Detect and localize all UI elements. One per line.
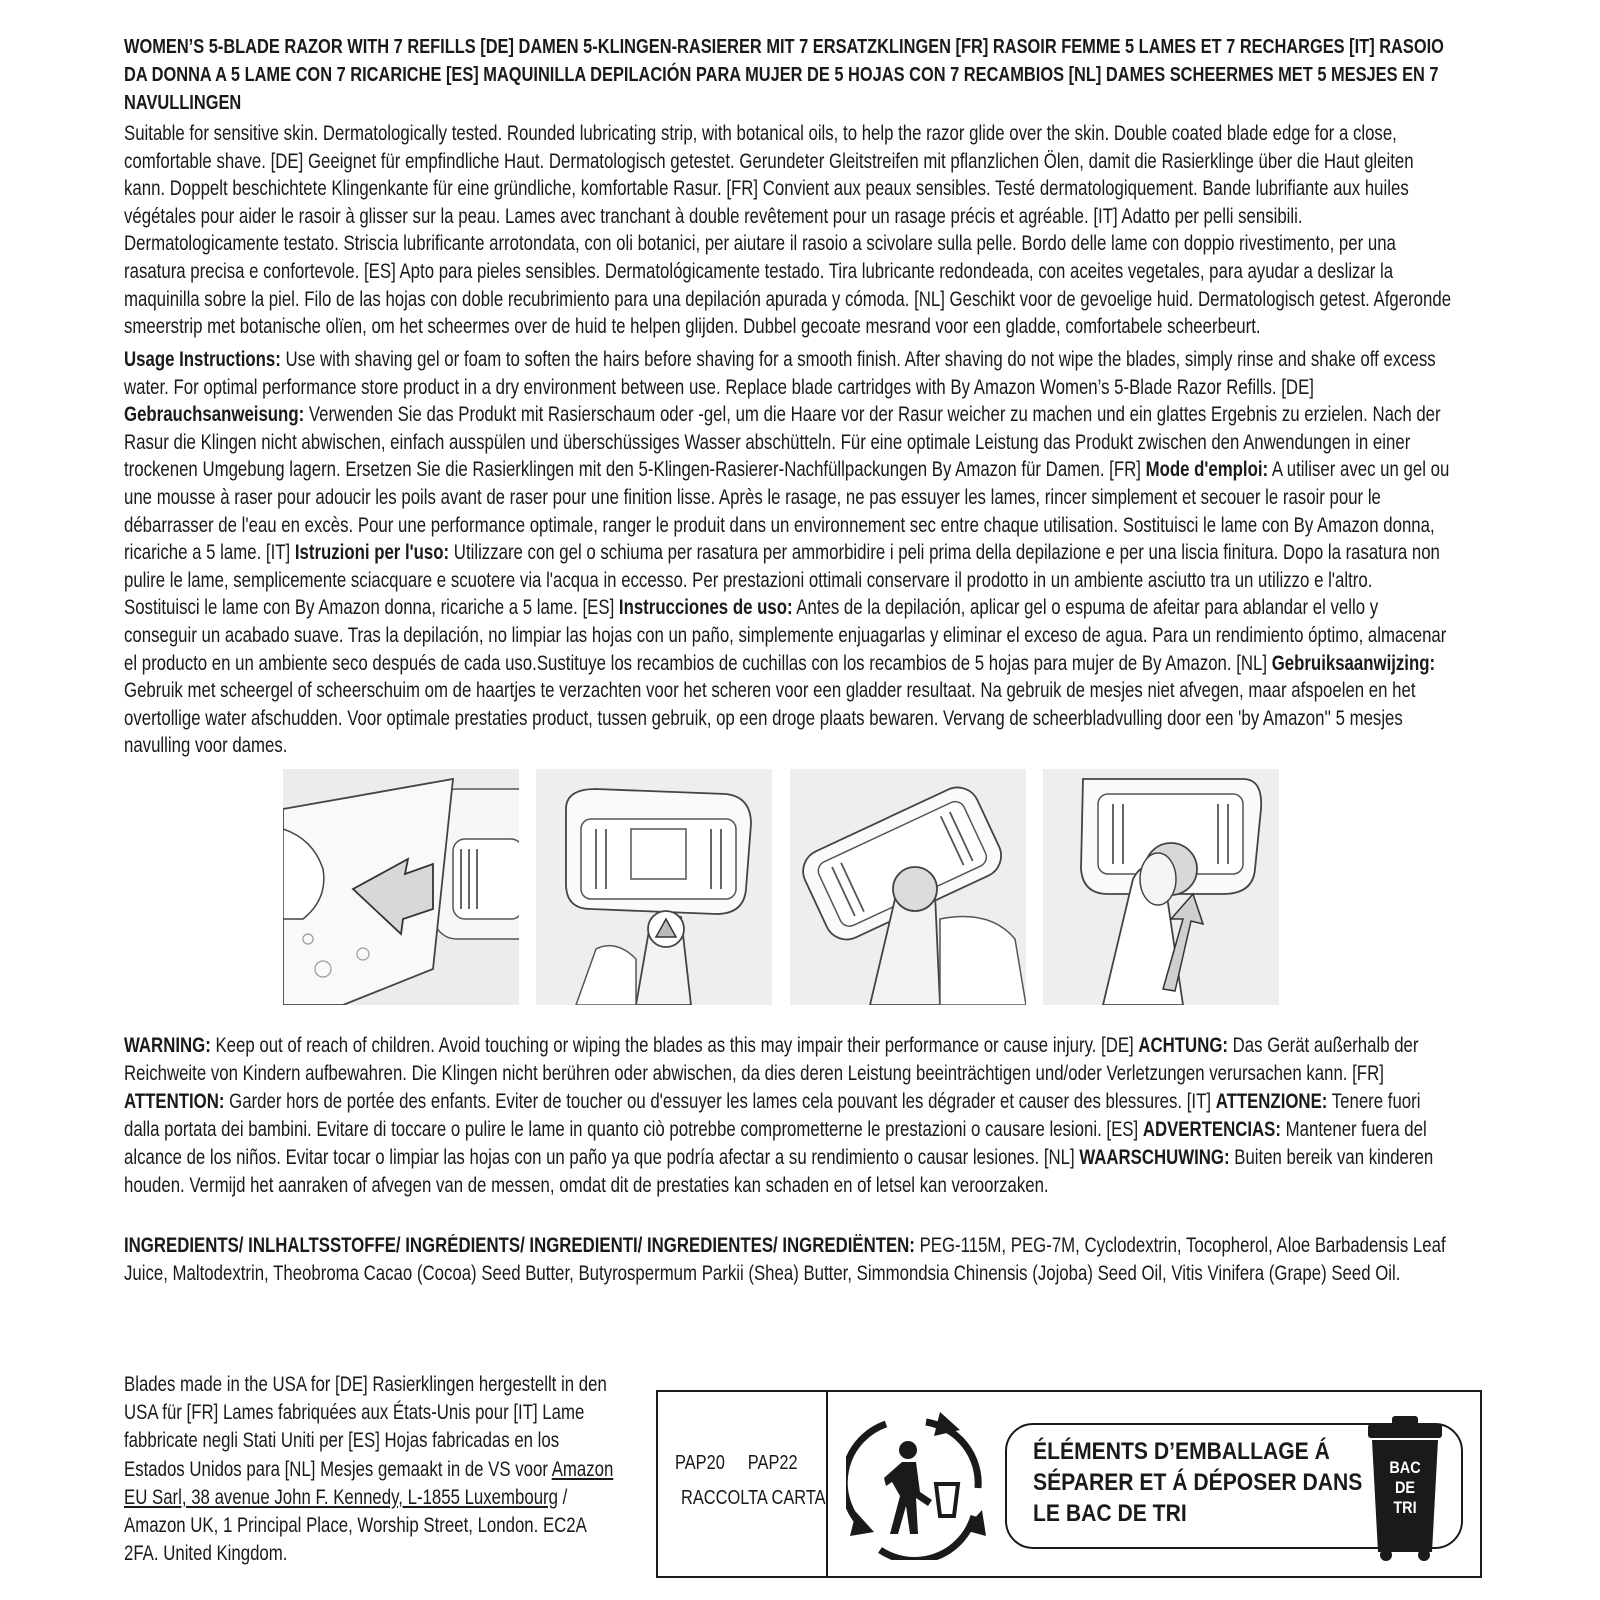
- warning-text-de: Das Gerät außerhalb der Reichweite von Kindern aufbewahren. Die Klingen nicht berühren oder abwischen, da dies deren Leistung beeinträchtigen und/oder Verletzungen verursachen kann. [FR]: [124, 1034, 1419, 1085]
- usage-label-es: Instrucciones de uso:: [618, 596, 793, 620]
- uk-address: Amazon UK, 1 Principal Place, Worship Street, London. EC2A 2FA. United Kingdom.: [124, 1514, 586, 1566]
- pap20-code: PAP20: [675, 1452, 725, 1474]
- warning-label-it: ATTENZIONE:: [1215, 1090, 1328, 1113]
- triman-icon: [846, 1412, 986, 1560]
- usage-text-en: Use with shaving gel or foam to soften the hairs before shaving for a smooth finish. After shaving do not wipe the blades, simply rinse and shake off excess water. For optimal performance store product in a dry environment between use. Replace blade cartridges with By Amazon Women’s 5-Blade Razor Refills. [DE]: [124, 348, 1436, 399]
- usage-label-de: Gebrauchsanweisung:: [124, 403, 305, 427]
- warning-label-nl: WAARSCHUWING:: [1079, 1146, 1230, 1169]
- release-cartridge-illustration: [1043, 769, 1279, 1005]
- pap-codes: [675, 1452, 798, 1475]
- ingredients-list: PEG-115M, PEG-7M, Cyclodextrin, Tocopherol, Aloe Barbadensis Leaf Juice, Maltodextrin, Theobroma Cacao (Cocoa) Seed Butter, Butyrospermum Parkii (Shea) Butter, Simmondsia Chinensis (Jojoba) Seed Oil, Vitis Vinifera (Grape) Seed Oil.: [124, 1234, 1446, 1285]
- warning-label-de: ACHTUNG:: [1138, 1034, 1228, 1057]
- usage-text-nl: Gebruik met scheergel of scheerschuim om de haartjes te verzachten voor het scheren voor een gladder resultaat. Na gebruik de mesjes niet afvegen, maar afspoelen en het overtollige water afschudden. Voor optimale prestaties product, tussen gebruik, op een droge plaats bewaren. Vervang de scheerbladvulling door een 'by Amazon'' 5 mesjes navulling voor dames.: [124, 679, 1416, 758]
- bin-label: [1377, 1458, 1433, 1518]
- usage-instructions: [124, 346, 1452, 760]
- usage-text-it: Utilizzare con gel o schiuma per rasatura per ammorbidire i peli prima della depilazione e per una liscia finitura. Dopo la rasatura non pulire le lame, semplicemente sciacquare e scuotere via l'acqua in eccesso. Per prestazioni ottimali conservare il prodotto in un ambiente asciutto tra un utilizzo e l'altro. Sostituisci le lame con By Amazon donna, ricariche a 5 lame. [ES]: [124, 541, 1440, 620]
- origin-text: Blades made in the USA for [DE] Rasierklingen hergestellt in den USA für [FR] Lames fabriquées aux États-Unis pour [IT] Lame fabbricate negli Stati Uniti per [ES] Hojas fabricadas en los Estados Unidos para [NL] Mesjes gemaakt in de VS voor: [124, 1373, 607, 1481]
- usage-label-nl: Gebruiksaanwijzing:: [1271, 651, 1436, 675]
- pap22-code: PAP22: [747, 1452, 798, 1474]
- open-cartridge-pack-illustration: [283, 769, 519, 1005]
- bin-label-line3: TRI: [1393, 1498, 1417, 1517]
- product-title: WOMEN’S 5-BLADE RAZOR WITH 7 REFILLS [DE] DAMEN 5-KLINGEN-RASIERER MIT 7 ERSATZKLINGEN [FR] RASOIR FEMME 5 LAMES ET 7 RECHARGES [IT] RASOIO DA DONNA A 5 LAME CON 7 RICARICHE [ES] MAQUINILLA DEPILACIÓN PARA MUJER DE 5 HOJAS CON 7 RECAMBIOS [NL] DAMES SCHEERMES MET 5 MESJES EN 7 NAVULLINGEN: [124, 35, 1444, 114]
- triman-instruction-text: ÉLÉMENTS D’EMBALLAGE Á SÉPARER ET Á DÉPOSER DANS LE BAC DE TRI: [1033, 1438, 1363, 1527]
- warning-label-es: ADVERTENCIAS:: [1142, 1118, 1281, 1141]
- usage-text-de: Verwenden Sie das Produkt mit Rasierschaum oder -gel, um die Haare vor der Rasur weicher zu machen und ein glattes Ergebnis zu erzielen. Nach der Rasur die Klingen nicht abwischen, einfach ausspülen und überschüssiges Wasser abschütteln. Für eine optimale Leistung das Produkt zwischen den Anwendungen in einer trockenen Umgebung lagern. Ersetzen Sie die Rasierklingen mit den 5-Klingen-Rasierer-Nachfüllpackungen By Amazon für Damen. [FR]: [124, 403, 1441, 482]
- attach-cartridge-illustration: [536, 769, 772, 1005]
- bin-label-line2: DE: [1394, 1478, 1416, 1497]
- warning-section: [124, 1032, 1452, 1200]
- usage-label-fr: Mode d'emploi:: [1145, 458, 1269, 482]
- bin-label-line1: BAC: [1389, 1458, 1421, 1477]
- usage-text-fr: A utiliser avec un gel ou une mousse à raser pour adoucir les poils avant de raser pour une finition lisse. Après le rasage, ne pas essuyer les lames, rincer simplement et secouer le rasoir pour le débarrasser de l'eau en excès. Pour une performance optimale, ranger le produit dans un environnement sec entre chaque utilisation. Sostituisci le lame con By Amazon donna, ricariche a 5 lame. [IT]: [124, 458, 1450, 565]
- warning-text-en: Keep out of reach of children. Avoid touching or wiping the blades as this may impair their performance or cause injury. [DE]: [210, 1034, 1139, 1057]
- ingredients-section: [124, 1232, 1452, 1288]
- warning-label-en: WARNING:: [124, 1034, 211, 1057]
- warning-label-fr: ATTENTION:: [124, 1090, 225, 1113]
- recycling-divider: [826, 1390, 828, 1578]
- product-description: Suitable for sensitive skin. Dermatologically tested. Rounded lubricating strip, with botanical oils, to help the razor glide over the skin. Double coated blade edge for a close, comfortable shave. [DE] Geeignet für empfindliche Haut. Dermatologisch getestet. Gerundeter Gleitstreifen mit pflanzlichen Ölen, damit die Rasierklinge über die Haut gleiten kann. Doppelt beschichtete Klingenkante für eine gründliche, komfortable Rasur. [FR] Convient aux peaux sensibles. Testé dermatologiquement. Bande lubrifiante aux huiles végétales pour aider le rasoir à glisser sur la peau. Lames avec tranchant à double revêtement pour un rasage précis et agréable. [IT] Adatto per pelli sensibili. Dermatologicamente testato. Striscia lubrificante arrotondata, con oli botanici, per aiutare il rasoio a scivolare sulla pelle. Bordo delle lame con doppio rivestimento, per una rasatura precisa e confortevole. [ES] Apto para pieles sensibles. Dermatológicamente testado. Tira lubricante redondeada, con aceites vegetales, para ayudar a deslizar la maquinilla sobre la piel. Filo de las hojas con doble recubrimiento para una depilación apurada y cómoda. [NL] Geschikt voor de gevoelige huid. Dermatologisch getest. Afgeronde smeerstrip met botanische olïen, om het scheermes over de huid te helpen glijden. Dubbel gecoate mesrand voor een gladde, comfortabele scheerbeurt.: [124, 122, 1452, 339]
- address-separator: /: [557, 1485, 568, 1509]
- warning-text-fr: Garder hors de portée des enfants. Eviter de toucher ou d'essuyer les lames cela pouvant les dégrader et causer des blessures. [IT]: [224, 1090, 1216, 1113]
- warning-text-it: Tenere fuori dalla portata dei bambini. Evitare di toccare o pulire le lame in quanto ciò potrebbe comprometterne le prestazioni o causare lesioni. [ES]: [124, 1090, 1421, 1141]
- warning-text-es: Mantener fuera del alcance de los niños. Evitar tocar o limpiar las hojas con un paño ya que podría afectar a su rendimiento o causar lesiones. [NL]: [124, 1118, 1427, 1169]
- ingredients-label: INGREDIENTS/ INLHALTSSTOFFE/ INGRÉDIENTS/ INGREDIENTI/ INGREDIENTES/ INGREDIËNTEN:: [124, 1234, 915, 1257]
- razor-with-cartridge-illustration: [790, 769, 1026, 1005]
- warning-text-nl: Buiten bereik van kinderen houden. Vermijd het aanraken of afvegen van de messen, omdat dit de prestaties kan schaden en of letsel kan veroorzaken.: [124, 1146, 1434, 1197]
- usage-text-es: Antes de la depilación, aplicar gel o espuma de afeitar para ablandar el vello y conseguir un acabado suave. Tras la depilación, no limpiar las hojas con un paño, simplemente enjuagarlas y eliminar el exceso de agua. Para un rendimiento óptimo, almacenar el producto en un ambiente seco después de cada uso.Sustituye los recambios de cuchillas con los recambios de 5 hojas para mujer de By Amazon. [NL]: [124, 596, 1447, 675]
- company-address: Amazon EU Sarl, 38 avenue John F. Kennedy, L-1855 Luxembourg: [124, 1457, 614, 1509]
- usage-label-it: Istruzioni per l'uso:: [294, 541, 450, 565]
- raccolta-carta-label: RACCOLTA CARTA: [681, 1487, 826, 1509]
- usage-label-en: Usage Instructions:: [124, 348, 281, 371]
- origin-statement: [124, 1371, 620, 1568]
